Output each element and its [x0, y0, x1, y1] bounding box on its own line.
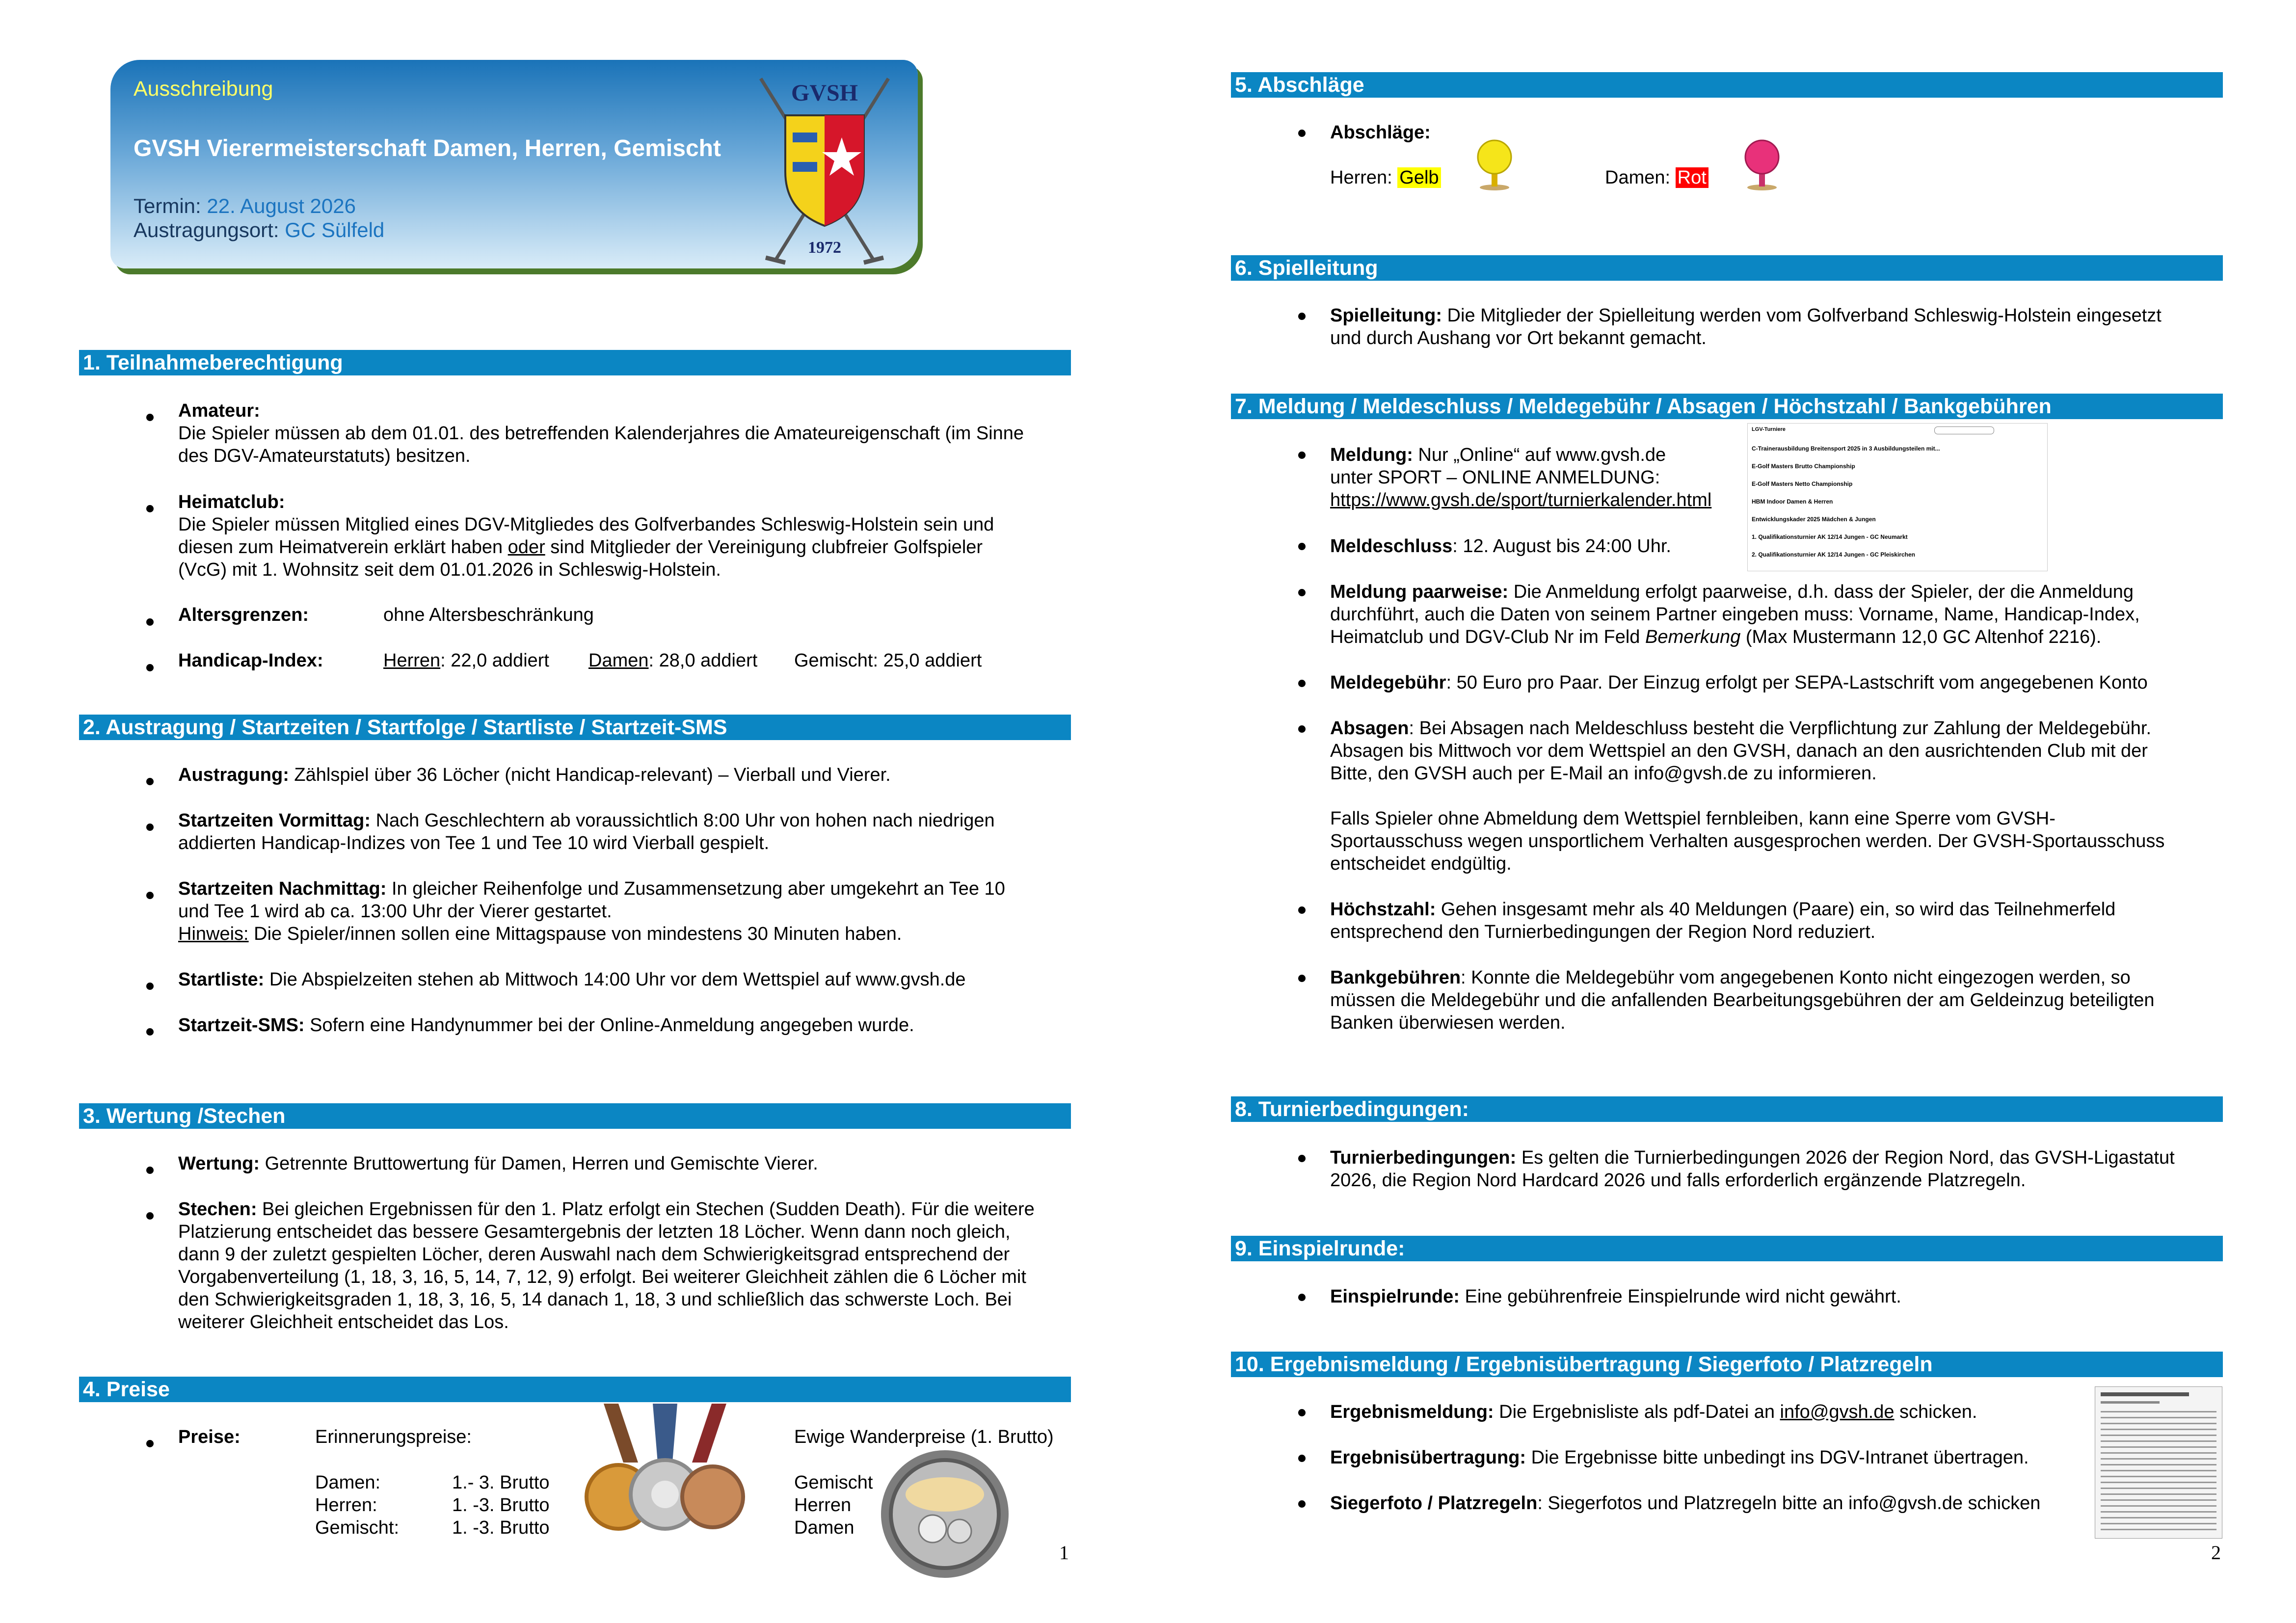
paarweise-1: Meldung paarweise: Die Anmeldung erfolgt paarweise, d.h. dass der Spieler, der die Anmeldung — [1330, 582, 2134, 602]
bullet — [1298, 975, 1306, 982]
header-title: GVSH Vierermeisterschaft Damen, Herren, Gemischt — [133, 135, 721, 161]
bullet — [146, 1212, 154, 1220]
einspielrunde: Einspielrunde: Eine gebührenfreie Einspielrunde wird nicht gewährt. — [1330, 1286, 1901, 1307]
bankgebuehren-1: Bankgebühren: Konnte die Meldegebühr vom angegebenen Konto nicht eingezogen werden, so — [1330, 967, 2131, 988]
bullet — [1298, 906, 1306, 914]
section-9-heading: 9. Einspielrunde: — [1231, 1236, 2223, 1261]
hoechstzahl-2: entsprechend den Turnierbedingungen der Region Nord reduziert. — [1330, 922, 1876, 942]
spielleitung-1: Spielleitung: Die Mitglieder der Spielleitung werden vom Golfverband Schleswig-Holstein eingesetzt — [1330, 305, 2162, 326]
prize-cat-herren: Herren: — [315, 1495, 377, 1516]
bullet — [1298, 452, 1306, 459]
spielleitung-2: und durch Aushang vor Ort bekannt gemacht. — [1330, 328, 1707, 348]
thumb-item-2: E-Golf Masters Brutto Championship — [1752, 463, 1855, 470]
bullet — [146, 618, 154, 626]
bullet — [1298, 1500, 1306, 1508]
thumb-button — [1934, 426, 1994, 434]
red-ball-icon — [1737, 138, 1787, 192]
thumb-item-4: HBM Indoor Damen & Herren — [1752, 498, 1833, 505]
preise-label: Preise: — [178, 1427, 240, 1447]
stechen-5: den Schwierigkeitsgraden 1, 18, 3, 16, 5, 14 danach 1, 18, 3 und schließlich das schwerste Loch. Bei — [178, 1289, 1012, 1310]
prize-cat-damen: Damen: — [315, 1472, 381, 1493]
bullet — [146, 1028, 154, 1036]
ewige-label: Ewige Wanderpreise (1. Brutto) — [794, 1427, 1054, 1447]
bullet — [146, 824, 154, 831]
bullet — [146, 778, 154, 785]
section-7-heading: 7. Meldung / Meldeschluss / Meldegebühr / Absagen / Höchstzahl / Bankgebühren — [1231, 394, 2223, 419]
damen-tee: Damen: Rot — [1605, 166, 1709, 189]
ergebnisuebertragung: Ergebnisübertragung: Die Ergebnisse bitte unbedingt ins DGV-Intranet übertragen. — [1330, 1447, 2029, 1468]
section-5-heading: 5. Abschläge — [1231, 72, 2223, 98]
absagen-3: Bitte, den GVSH auch per E-Mail an info@gvsh.de zu informieren. — [1330, 763, 1877, 784]
vormittag-1: Startzeiten Vormittag: Nach Geschlechtern ab voraussichtlich 8:00 Uhr von hohen nach niedrigen — [178, 810, 995, 831]
page-number-2: 2 — [2211, 1542, 2221, 1564]
bullet — [146, 664, 154, 671]
vormittag-2: addierten Handicap-Indizes von Tee 1 und Tee 10 wird Vierball gespielt. — [178, 833, 770, 853]
heimat-text-3: (VcG) mit 1. Wohnsitz seit dem 01.01.2026 in Schleswig-Holstein. — [178, 559, 721, 580]
bullet — [1298, 130, 1306, 137]
siegerfoto: Siegerfoto / Platzregeln: Siegerfotos und Platzregeln bitte an info@gvsh.de schicken — [1330, 1493, 2041, 1514]
startzeit-sms: Startzeit-SMS: Sofern eine Handynummer bei der Online-Anmeldung angegeben wurde. — [178, 1015, 914, 1036]
logo-text: GVSH — [791, 80, 858, 106]
prize-wander-2: Herren — [794, 1495, 852, 1516]
bullet — [146, 983, 154, 990]
alter-label: Altersgrenzen: — [178, 605, 309, 625]
austragung: Austragung: Zählspiel über 36 Löcher (nicht Handicap-relevant) – Vierball und Vierer. — [178, 765, 891, 785]
amateur-label: Amateur: — [178, 400, 260, 421]
thumb-title: LGV-Turniere — [1752, 426, 1786, 432]
turnierbedingungen-2: 2026, die Region Nord Hardcard 2026 und falls erforderlich ergänzende Platzregeln. — [1330, 1170, 2026, 1191]
header-ort: Austragungsort: GC Sülfeld — [133, 218, 385, 241]
meldung-1: Meldung: Nur „Online“ auf www.gvsh.de — [1330, 445, 1666, 465]
abschlaege-label: Abschläge: — [1330, 122, 1431, 143]
section-1-heading: 1. Teilnahmeberechtigung — [79, 350, 1071, 375]
wertung: Wertung: Getrennte Bruttowertung für Damen, Herren und Gemischte Vierer. — [178, 1153, 818, 1174]
section-4-heading: 4. Preise — [79, 1377, 1071, 1402]
section-10-heading: 10. Ergebnismeldung / Ergebnisübertragung / Siegerfoto / Platzregeln — [1231, 1352, 2223, 1377]
stechen-6: weiterer Gleichheit entscheidet das Los. — [178, 1312, 509, 1332]
erinnerung-label: Erinnerungspreise: — [315, 1427, 472, 1447]
section-2-heading: 2. Austragung / Startzeiten / Startfolge / Startliste / Startzeit-SMS — [79, 715, 1071, 740]
paarweise-3: Heimatclub und DGV-Club Nr im Feld Bemerkung (Max Mustermann 12,0 GC Altenhof 2216). — [1330, 627, 2102, 647]
bankgebuehren-2: müssen die Meldegebühr und die anfallenden Bearbeitungsgebühren der am Geldeinzug beteiligten — [1330, 990, 2155, 1011]
bullet — [1298, 725, 1306, 733]
prize-wander-1: Gemischt — [794, 1472, 873, 1493]
bullet — [1298, 589, 1306, 596]
amateur-text-2: des DGV-Amateurstatuts) besitzen. — [178, 446, 471, 466]
turnierkalender-screenshot — [1747, 423, 2048, 571]
section-8-heading: 8. Turnierbedingungen: — [1231, 1096, 2223, 1122]
results-list-thumbnail — [2095, 1386, 2222, 1539]
thumb-item-7: 2. Qualifikationsturnier AK 12/14 Jungen - GC Pleiskirchen — [1752, 551, 1915, 558]
heimat-text-2: diesen zum Heimatverein erklärt haben oder sind Mitglieder der Vereinigung clubfreier Golfspieler — [178, 537, 983, 558]
bullet — [1298, 543, 1306, 550]
bankgebuehren-3: Banken überwiesen werden. — [1330, 1012, 1566, 1033]
meldeschluss: Meldeschluss: 12. August bis 24:00 Uhr. — [1330, 536, 1671, 557]
thumb-item-5: Entwicklungskader 2025 Mädchen & Jungen — [1752, 516, 1876, 523]
gvsh-crest-logo — [751, 69, 898, 270]
bullet — [1298, 680, 1306, 687]
bullet — [146, 892, 154, 899]
alter-value: ohne Altersbeschränkung — [383, 605, 594, 625]
thumb-item-1: C-Trainerausbildung Breitensport 2025 in 3 Ausbildungsteilen mit... — [1752, 445, 1940, 452]
hcp-damen: Damen: 28,0 addiert — [588, 650, 758, 671]
email-link[interactable]: info@gvsh.de — [1780, 1402, 1895, 1422]
heimat-text-1: Die Spieler müssen Mitglied eines DGV-Mitgliedes des Golfverbandes Schleswig-Holstein sein und — [178, 514, 994, 535]
hcp-herren: Herren: 22,0 addiert — [383, 650, 549, 671]
page-number-1: 1 — [1059, 1542, 1069, 1564]
wanderpreis-plate-image — [879, 1448, 1011, 1580]
section-3-heading: 3. Wertung /Stechen — [79, 1103, 1071, 1129]
ergebnismeldung: Ergebnismeldung: Die Ergebnisliste als pdf-Datei an info@gvsh.de schicken. — [1330, 1402, 1977, 1422]
stechen-4: Vorgabenverteilung (1, 18, 3, 16, 5, 14, 7, 12, 9) erfolgt. Bei weiterer Gleichheit zählen die 6 Löcher mit — [178, 1267, 1026, 1287]
prize-cat-gemischt: Gemischt: — [315, 1517, 400, 1538]
meldegebuehr: Meldegebühr: 50 Euro pro Paar. Der Einzug erfolgt per SEPA-Lastschrift vom angegebenen Konto — [1330, 672, 2148, 693]
header-kicker: Ausschreibung — [133, 77, 273, 101]
bullet — [146, 1167, 154, 1174]
falls-1: Falls Spieler ohne Abmeldung dem Wettspiel fernbleiben, kann eine Sperre vom GVSH- — [1330, 808, 2056, 829]
bullet — [1298, 1409, 1306, 1416]
turnierkalender-link[interactable]: https://www.gvsh.de/sport/turnierkalender.html — [1330, 490, 1712, 510]
falls-2: Sportausschuss wegen unsportlichem Verhalten ausgesprochen werden. Der GVSH-Sportausschuss — [1330, 831, 2165, 851]
section-6-heading: 6. Spielleitung — [1231, 255, 2223, 281]
prize-val-herren: 1. -3. Brutto — [452, 1495, 550, 1516]
meldung-2: unter SPORT – ONLINE ANMELDUNG: — [1330, 467, 1660, 488]
bullet — [1298, 1155, 1306, 1162]
heimat-label: Heimatclub: — [178, 492, 285, 512]
hcp-gemischt: Gemischt: 25,0 addiert — [794, 650, 982, 671]
hcp-label: Handicap-Index: — [178, 650, 323, 671]
stechen-2: Platzierung entscheidet das bessere Gesamtergebnis der letzten 18 Löcher. Wenn dann noch gleich, — [178, 1222, 1011, 1242]
startliste: Startliste: Die Abspielzeiten stehen ab Mittwoch 14:00 Uhr vor dem Wettspiel auf www.gvsh.de — [178, 969, 966, 990]
absagen-1: Absagen: Bei Absagen nach Meldeschluss besteht die Verpflichtung zur Zahlung der Meldegebühr. — [1330, 718, 2152, 739]
absagen-2: Absagen bis Mittwoch vor dem Wettspiel an den GVSH, danach an den ausrichtenden Club mit der — [1330, 741, 2148, 761]
falls-3: entscheidet endgültig. — [1330, 853, 1512, 874]
hinweis: Hinweis: Die Spieler/innen sollen eine Mittagspause von mindestens 30 Minuten haben. — [178, 924, 902, 944]
prize-val-gemischt: 1. -3. Brutto — [452, 1517, 550, 1538]
bullet — [146, 1440, 154, 1447]
prize-wander-3: Damen — [794, 1517, 854, 1538]
nachmittag-1: Startzeiten Nachmittag: In gleicher Reihenfolge und Zusammensetzung aber umgekehrt an Tee 10 — [178, 878, 1005, 899]
medals-image — [584, 1404, 746, 1536]
logo-year: 1972 — [808, 239, 841, 257]
bullet — [146, 505, 154, 512]
turnierbedingungen-1: Turnierbedingungen: Es gelten die Turnierbedingungen 2026 der Region Nord, das GVSH-Ligastatut — [1330, 1147, 2175, 1168]
prize-val-damen: 1.- 3. Brutto — [452, 1472, 550, 1493]
bullet — [1298, 1294, 1306, 1301]
yellow-ball-icon — [1470, 138, 1519, 192]
thumb-item-3: E-Golf Masters Netto Championship — [1752, 480, 1853, 487]
bullet — [1298, 1455, 1306, 1462]
stechen-3: dann 9 der zuletzt gespielten Löcher, deren Auswahl nach dem Schwierigkeitsgrad entsprechend der — [178, 1244, 1010, 1265]
nachmittag-2: und Tee 1 wird ab ca. 13:00 Uhr der Vierer gestartet. — [178, 901, 612, 922]
stechen-1: Stechen: Bei gleichen Ergebnissen für den 1. Platz erfolgt ein Stechen (Sudden Death). Für die weitere — [178, 1199, 1035, 1220]
bullet — [1298, 313, 1306, 320]
herren-tee: Herren: Gelb — [1330, 166, 1441, 189]
paarweise-2: durchführt, auch die Daten von seinem Partner eingeben muss: Vorname, Name, Handicap-Index, — [1330, 604, 2140, 625]
amateur-text-1: Die Spieler müssen ab dem 01.01. des betreffenden Kalenderjahres die Amateureigenschaft (im Sinne — [178, 423, 1024, 444]
header-termin: Termin: 22. August 2026 — [133, 194, 356, 217]
bullet — [146, 414, 154, 421]
thumb-item-6: 1. Qualifikationsturnier AK 12/14 Jungen - GC Neumarkt — [1752, 533, 1908, 540]
hoechstzahl-1: Höchstzahl: Gehen insgesamt mehr als 40 Meldungen (Paare) ein, so wird das Teilnehmerfeld — [1330, 899, 2116, 920]
